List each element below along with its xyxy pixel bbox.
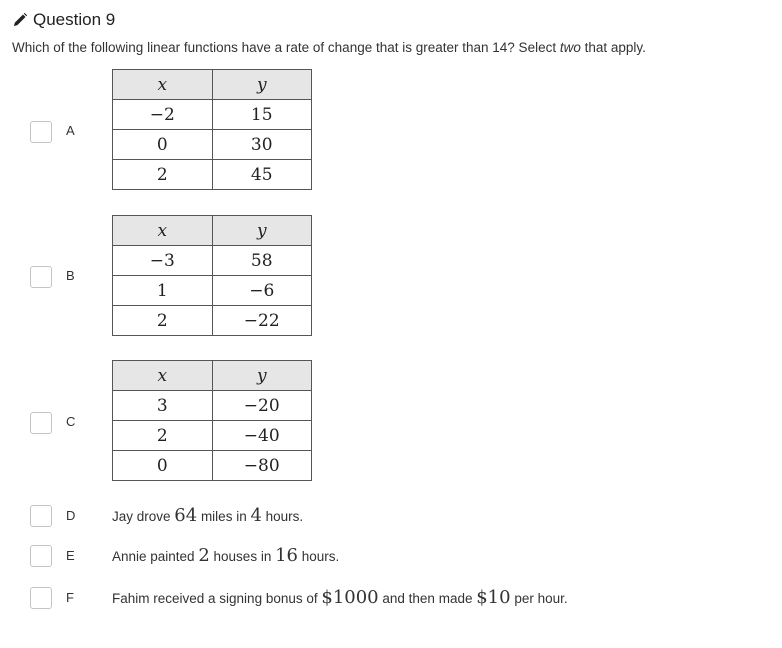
math-value: 16: [275, 545, 298, 566]
choice-c-table: [112, 360, 312, 481]
choice-a-letter: A: [66, 123, 75, 138]
choice-b-checkbox[interactable]: [30, 266, 52, 288]
table-row: [113, 130, 312, 160]
choice-e-text: [112, 545, 339, 566]
y-column-header: y: [212, 361, 312, 391]
table-header-row: [113, 70, 312, 100]
choice-text-part: per hour.: [510, 591, 568, 606]
x-cell: −2: [113, 100, 213, 130]
x-cell: 2: [113, 160, 213, 190]
x-column-header: x: [113, 70, 213, 100]
question-title: Question 9: [33, 10, 116, 29]
choice-f-checkbox[interactable]: [30, 587, 52, 609]
table-row: [113, 391, 312, 421]
table-header-row: [113, 216, 312, 246]
y-cell: −20: [212, 391, 312, 421]
table-row: [113, 246, 312, 276]
table-row: [113, 160, 312, 190]
choice-text-part: hours.: [297, 549, 340, 564]
math-value: 64: [174, 505, 198, 526]
prompt-text-end: that apply.: [580, 40, 646, 55]
choice-d-checkbox[interactable]: [30, 505, 52, 527]
choice-c-letter: C: [66, 414, 76, 429]
choice-text-part: Annie painted: [112, 549, 199, 564]
pencil-icon: [12, 12, 28, 28]
x-cell: 0: [113, 451, 213, 481]
table-row: [113, 421, 312, 451]
x-cell: 0: [113, 130, 213, 160]
prompt-emphasis: two: [559, 40, 581, 55]
choice-text-part: Fahim received a signing bonus of: [112, 591, 322, 606]
y-cell: 15: [212, 100, 312, 130]
x-cell: 3: [113, 391, 213, 421]
choice-text-part: hours.: [261, 509, 304, 524]
y-cell: −80: [212, 451, 312, 481]
choice-e-letter: E: [66, 548, 75, 563]
x-column-header: x: [113, 216, 213, 246]
table-row: [113, 306, 312, 336]
y-column-header: y: [212, 216, 312, 246]
y-cell: 58: [212, 246, 312, 276]
x-column-header: x: [113, 361, 213, 391]
choice-d-text: [112, 505, 303, 526]
choice-text-part: and then made: [378, 591, 477, 606]
choice-d-letter: D: [66, 508, 76, 523]
x-cell: 2: [113, 421, 213, 451]
math-value: 2: [198, 545, 210, 566]
choice-f-text: [112, 587, 568, 608]
y-cell: 45: [212, 160, 312, 190]
x-cell: −3: [113, 246, 213, 276]
choice-f-letter: F: [66, 590, 74, 605]
table-row: [113, 276, 312, 306]
y-cell: −22: [212, 306, 312, 336]
prompt-text-start: Which of the following linear functions have a rate of change that is greater than 14? Select: [12, 40, 560, 55]
table-header-row: [113, 361, 312, 391]
question-header: [12, 9, 115, 31]
table-row: [113, 100, 312, 130]
question-prompt: [12, 40, 646, 55]
choice-text-part: houses in: [209, 549, 276, 564]
choice-a-checkbox[interactable]: [30, 121, 52, 143]
math-value: 4: [250, 505, 262, 526]
y-column-header: y: [212, 70, 312, 100]
choice-c-checkbox[interactable]: [30, 412, 52, 434]
x-cell: 2: [113, 306, 213, 336]
y-cell: 30: [212, 130, 312, 160]
choice-b-letter: B: [66, 268, 75, 283]
y-cell: −40: [212, 421, 312, 451]
choice-text-part: miles in: [197, 509, 251, 524]
choice-e-checkbox[interactable]: [30, 545, 52, 567]
math-value: $10: [476, 587, 511, 608]
y-cell: −6: [212, 276, 312, 306]
choice-a-table: [112, 69, 312, 190]
choice-b-table: [112, 215, 312, 336]
choice-text-part: Jay drove: [112, 509, 175, 524]
table-row: [113, 451, 312, 481]
x-cell: 1: [113, 276, 213, 306]
math-value: $1000: [321, 587, 379, 608]
